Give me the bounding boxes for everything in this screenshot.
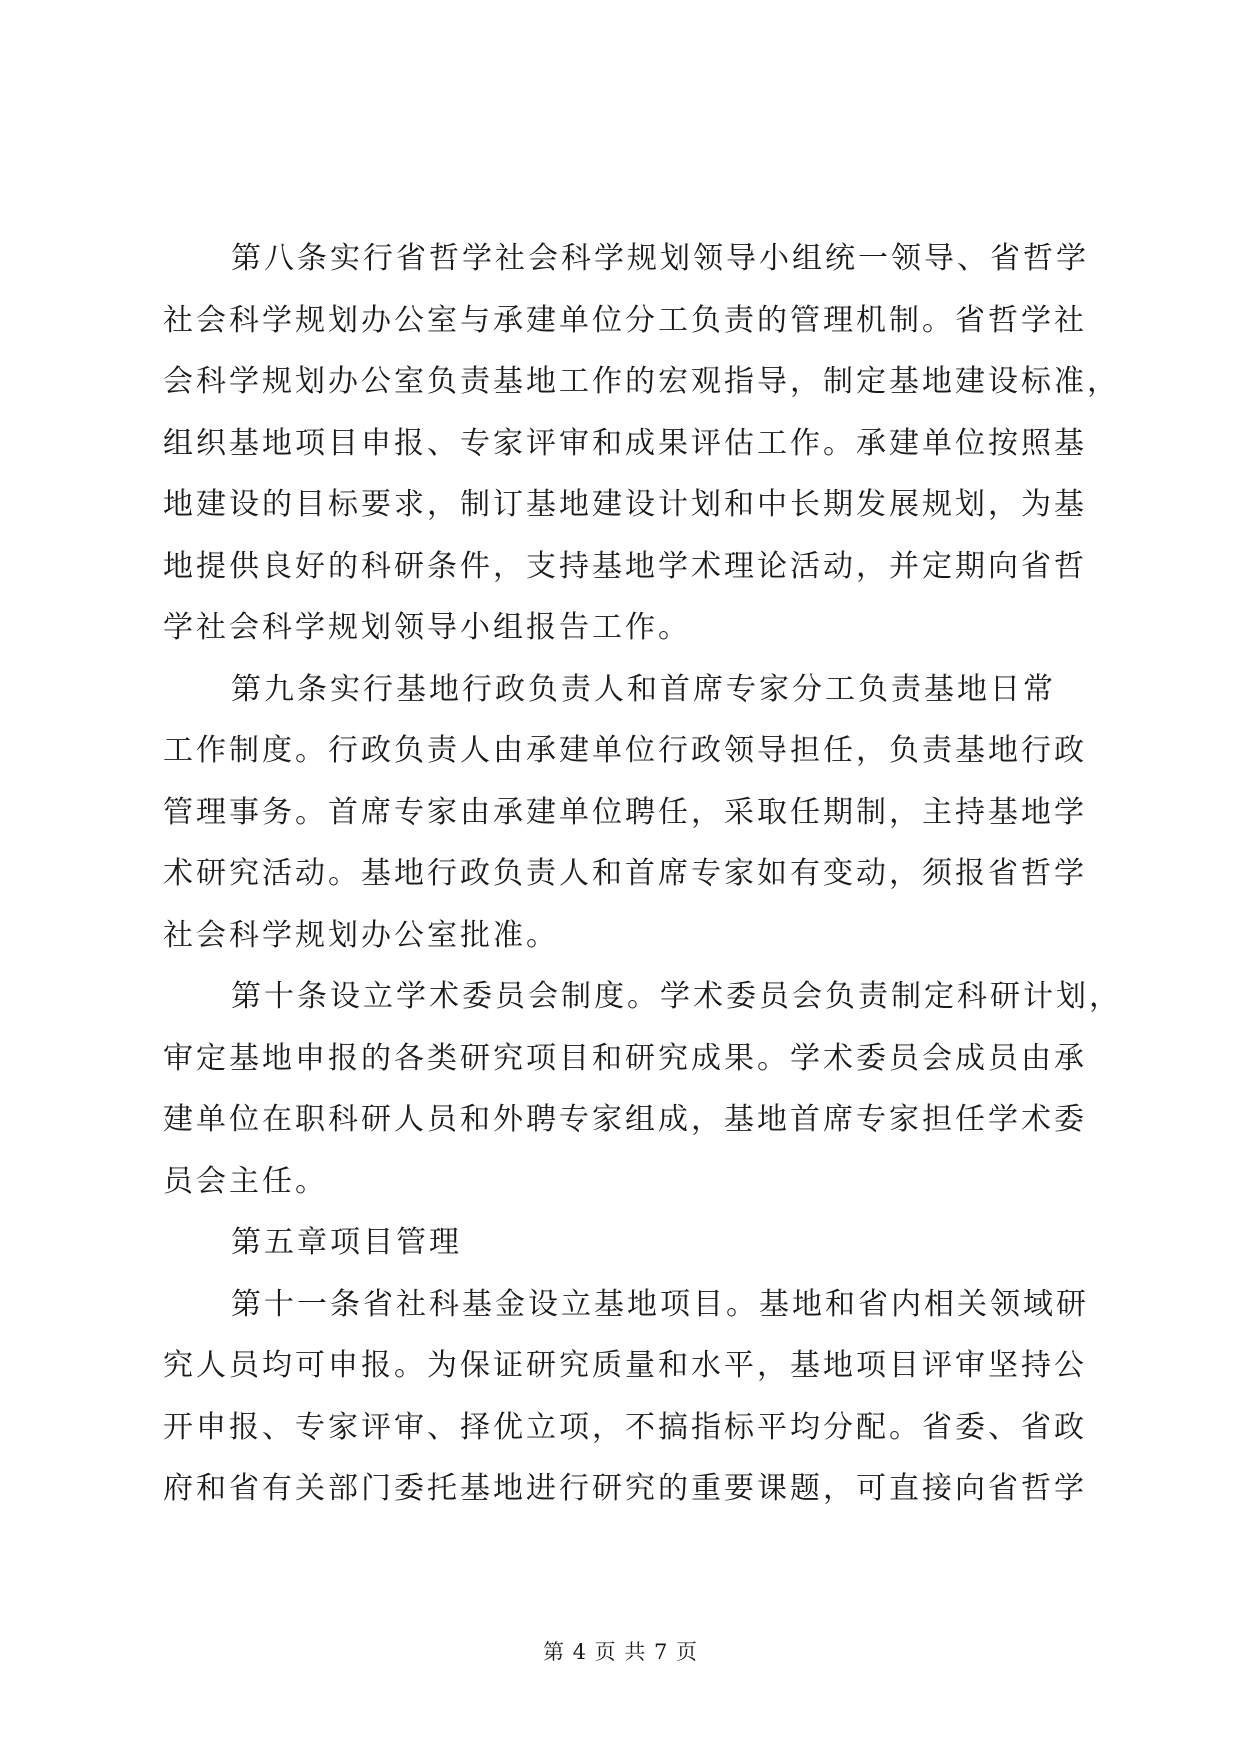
text-line: 地建设的目标要求，制订基地建设计划和中长期发展规划，为基 xyxy=(163,487,1087,522)
text-line: 学社会科学规划领导小组报告工作。 xyxy=(163,610,691,645)
text-line: 社会科学规划办公室批准。 xyxy=(163,917,559,953)
text-line: 第九条实行基地行政负责人和首席专家分工负责基地日常 xyxy=(231,671,1056,707)
text-line: 建单位在职科研人员和外聘专家组成，基地首席专家担任学术委 xyxy=(163,1102,1087,1137)
page-number-footer: 第 4 页 共 7 页 xyxy=(542,1640,699,1664)
text-line: 究人员均可申报。为保证研究质量和水平，基地项目评审坚持公 xyxy=(163,1348,1087,1383)
text-line: 管理事务。首席专家由承建单位聘任，采取任期制，主持基地学 xyxy=(163,794,1087,830)
text-line: 术研究活动。基地行政负责人和首席专家如有变动，须报省哲学 xyxy=(163,856,1087,891)
text-line: 会科学规划办公室负责基地工作的宏观指导，制定基地建设标准， xyxy=(163,364,1120,399)
text-line: 组织基地项目申报、专家评审和成果评估工作。承建单位按照基 xyxy=(163,425,1087,461)
text-line: 第十条设立学术委员会制度。学术委员会负责制定科研计划， xyxy=(231,979,1122,1014)
text-line: 工作制度。行政负责人由承建单位行政领导担任，负责基地行政 xyxy=(163,733,1087,768)
text-line: 员会主任。 xyxy=(163,1163,328,1199)
text-line: 社会科学规划办公室与承建单位分工负责的管理机制。省哲学社 xyxy=(163,302,1087,338)
text-line: 第八条实行省哲学社会科学规划领导小组统一领导、省哲学 xyxy=(231,241,1089,276)
document-body xyxy=(163,228,1123,1520)
chapter-heading: 第五章项目管理 xyxy=(231,1225,462,1260)
text-line: 府和省有关部门委托基地进行研究的重要课题，可直接向省哲学 xyxy=(163,1471,1087,1506)
text-line: 地提供良好的科研条件，支持基地学术理论活动，并定期向省哲 xyxy=(163,548,1087,584)
text-line: 开申报、专家评审、择优立项，不搞指标平均分配。省委、省政 xyxy=(163,1409,1087,1445)
text-line: 审定基地申报的各类研究项目和研究成果。学术委员会成员由承 xyxy=(163,1040,1087,1076)
text-line: 第十一条省社科基金设立基地项目。基地和省内相关领域研 xyxy=(231,1286,1089,1322)
